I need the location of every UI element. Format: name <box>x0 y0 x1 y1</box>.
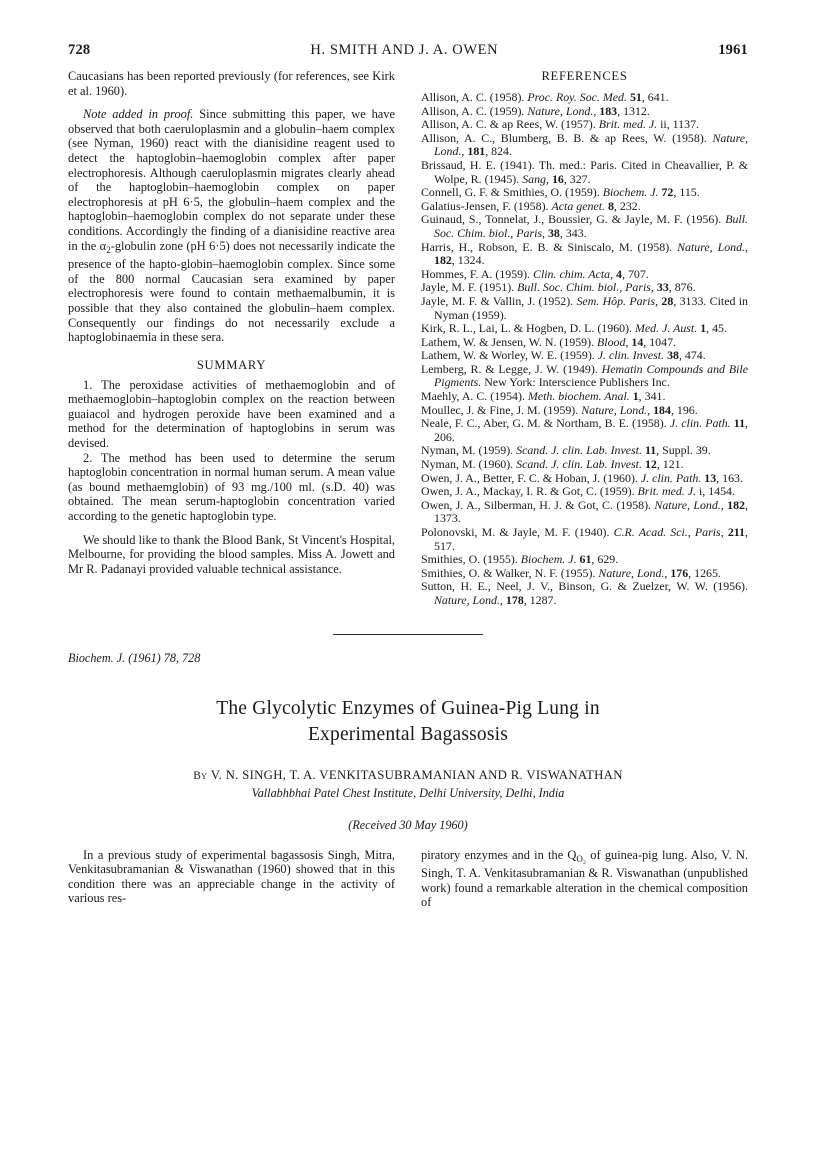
article2-intro-right-part1: piratory enzymes and in the Q <box>421 847 577 862</box>
left-column <box>68 69 395 608</box>
reference-item: Allison, A. C. & ap Rees, W. (1957). Brit. med. J. ii, 1137. <box>421 117 699 132</box>
reference-item: Lathem, W. & Worley, W. E. (1959). J. clin. Invest. 38, 474. <box>421 348 706 363</box>
reference-item: Connell, G. F. & Smithies, O. (1959). Biochem. J. 72, 115. <box>421 185 700 200</box>
journal-citation-line: Biochem. J. (1961) 78, 728 <box>68 650 201 665</box>
summary-item-2: 2. The method has been used to determine the serum haptoglobin concentration in normal human serum. A mean value (as bound methaemglobin) of 93 mg./100 ml. (s.D. 40) was obtained. The mean serum-haptoglobin concentration varied according to the genetic haptoglobin type. <box>68 450 395 524</box>
reference-item: Sutton, H. E., Neel, J. V., Binson, G. & Zuelzer, W. W. (1956). Nature, Lond., 178, 1287. <box>421 579 748 607</box>
note-label: Note added in proof. <box>83 107 194 122</box>
reference-item: Allison, A. C., Blumberg, B. B. & ap Rees, W. (1958). Nature, Lond., 181, 824. <box>421 130 748 159</box>
section-divider <box>333 634 483 635</box>
continued-paragraph <box>68 69 395 98</box>
page-title <box>68 696 748 748</box>
reference-list <box>421 91 748 608</box>
reference-item: Guinaud, S., Tonnelat, J., Boussier, G. & Jayle, M. F. (1956). Bull. Soc. Chim. biol., Paris, 38, 343. <box>421 212 748 240</box>
two-column-body <box>68 69 748 608</box>
references-heading: REFERENCES <box>541 69 628 83</box>
reference-item: Harris, H., Robson, E. B. & Siniscalo, M. (1958). Nature, Lond., 182, 1324. <box>421 239 748 268</box>
reference-item: Owen, J. A., Mackay, I. R. & Got, C. (1959). Brit. med. J. i, 1454. <box>421 484 735 499</box>
reference-item: Galatius-Jensen, F. (1958). Acta genet. 8, 232. <box>421 198 641 213</box>
article2-body <box>68 848 748 910</box>
affiliation: Vallabhbhai Patel Chest Institute, Delhi University, Delhi, India <box>251 785 565 800</box>
reference-item: Allison, A. C. (1958). Proc. Roy. Soc. Med. 51, 641. <box>421 90 669 104</box>
acknowledgement-paragraph: We should like to thank the Blood Bank, St Vincent's Hospital, Melbourne, for providing the blood samples. Miss A. Jowett and Mr R. Padanayi provided valuable technical assistance. <box>68 532 395 576</box>
folio-left: 728 <box>68 42 91 58</box>
note-body-part2: -globulin zone (pH 6·5) does not necessarily indicate the presence of the hapto-globin–haemoglobin complex. Since some of the 800 normal Caucasian sera examined by paper electrophoresis were found to contain methaemalbumin, it is possible that they also contained the globulin–haem complex. Consequently our findings do not necessarily exclude a haptoglobinaemia in these sera. <box>68 238 395 345</box>
reference-item: Moullec, J. & Fine, J. M. (1959). Nature, Lond., 184, 196. <box>421 402 698 417</box>
reference-item: Hommes, F. A. (1959). Clin. chim. Acta, 4, 707. <box>421 266 649 281</box>
article2-left-column <box>68 848 395 910</box>
running-title: H. SMITH AND J. A. OWEN <box>310 42 499 58</box>
note-added-in-proof <box>68 107 395 345</box>
reference-item: Nyman, M. (1960). Scand. J. clin. Lab. Invest. 12, 121. <box>421 457 684 472</box>
continued-paragraph-text: Caucasians has been reported previously (for references, see Kirk et al. 1960). <box>68 69 395 98</box>
reference-item: Smithies, O. & Walker, N. F. (1955). Nature, Lond., 176, 1265. <box>421 565 721 580</box>
paper-title-line2: Experimental Bagassosis <box>307 723 509 745</box>
right-column <box>421 69 748 608</box>
article2-intro-subscript: O₂ <box>576 853 587 864</box>
folio-right: 1961 <box>718 42 748 58</box>
byline-authors: V. N. SINGH, T. A. VENKITASUBRAMANIAN AND R. VISWANATHAN <box>210 767 623 782</box>
reference-item: Owen, J. A., Silberman, H. J. & Got, C. (1958). Nature, Lond., 182, 1373. <box>421 497 748 526</box>
received-date: (Received 30 May 1960) <box>348 817 468 832</box>
summary-item-1: 1. The peroxidase activities of methaemoglobin and of methaemoglobin–haptoglobin complex on the reaction between guaiacol and hydrogen peroxide have been examined and a method for the determination of haptoglobins in serum was devised. <box>68 377 395 451</box>
article2-intro-left: In a previous study of experimental bagassosis Singh, Mitra, Venkitasubramanian & Viswanathan (1960) showed that in this condition there was an appreciable change in the activity of various res- <box>68 847 395 906</box>
note-body-part1: Since submitting this paper, we have observed that both caeruloplasmin and a globulin–haem complex (see Nyman, 1960) react with the dianisidine reagent used to detect the haptoglobin–haemoglobin complex after paper electrophoresis. Although caeruloplasmin migrates clearly ahead of the haptoglobin–haemoglobin complex on paper electrophoresis at pH 6·5, the globulin–haem complex and the haptoglobin–haemoglobin complex do not separate under these conditions. Accordingly the finding of a dianisidine reactive area in the α <box>68 107 395 253</box>
reference-item: Jayle, M. F. (1951). Bull. Soc. Chim. biol., Paris, 33, 876. <box>421 280 696 295</box>
summary-heading: SUMMARY <box>196 357 267 372</box>
reference-item: Maehly, A. C. (1954). Meth. biochem. Anal. 1, 341. <box>421 389 666 404</box>
reference-item: Owen, J. A., Better, F. C. & Hoban, J. (1960). J. clin. Path. 13, 163. <box>421 470 743 485</box>
reference-item: Lathem, W. & Jensen, W. N. (1959). Blood, 14, 1047. <box>421 334 676 349</box>
article2-intro-right <box>421 848 748 910</box>
running-head <box>68 42 748 59</box>
reference-item: Jayle, M. F. & Vallin, J. (1952). Sem. Hôp. Paris, 28, 3133. Cited in Nyman (1959). <box>421 293 748 322</box>
article2-intro-right-part2: of guinea-pig lung. Also, V. N. Singh, T. A. Venkitasubramanian & R. Viswanathan (unpublished work) found a remarkable alteration in the chemical composition of <box>421 847 748 910</box>
page-content <box>68 42 748 910</box>
article-header <box>68 651 748 833</box>
reference-item: Lemberg, R. & Legge, J. W. (1949). Hematin Compounds and Bile Pigments. New York: Interscience Publishers Inc. <box>421 361 748 390</box>
paper-title-line1: The Glycolytic Enzymes of Guinea-Pig Lung in <box>216 697 600 719</box>
reference-item: Neale, F. C., Aber, G. M. & Northam, B. E. (1958). J. clin. Path. 11, 206. <box>421 416 748 444</box>
reference-item: Allison, A. C. (1959). Nature, Lond., 183, 1312. <box>421 103 650 118</box>
note-subscript: 2 <box>106 244 111 255</box>
article2-right-column <box>421 848 748 910</box>
reference-item: Smithies, O. (1955). Biochem. J. 61, 629. <box>421 552 619 567</box>
byline-by-label: By <box>193 769 208 782</box>
byline <box>68 768 748 783</box>
reference-item: Brissaud, H. E. (1941). Th. med.: Paris. Cited in Cheavallier, P. & Wolpe, R. (1945). Sang, 16, 327. <box>421 157 748 186</box>
reference-item: Kirk, R. L., Lai, L. & Hogben, D. L. (1960). Med. J. Aust. 1, 45. <box>421 321 727 336</box>
reference-item: Nyman, M. (1959). Scand. J. clin. Lab. Invest. 11, Suppl. 39. <box>421 443 711 458</box>
reference-item: Polonovski, M. & Jayle, M. F. (1940). C.R. Acad. Sci., Paris, 211, 517. <box>421 525 748 553</box>
